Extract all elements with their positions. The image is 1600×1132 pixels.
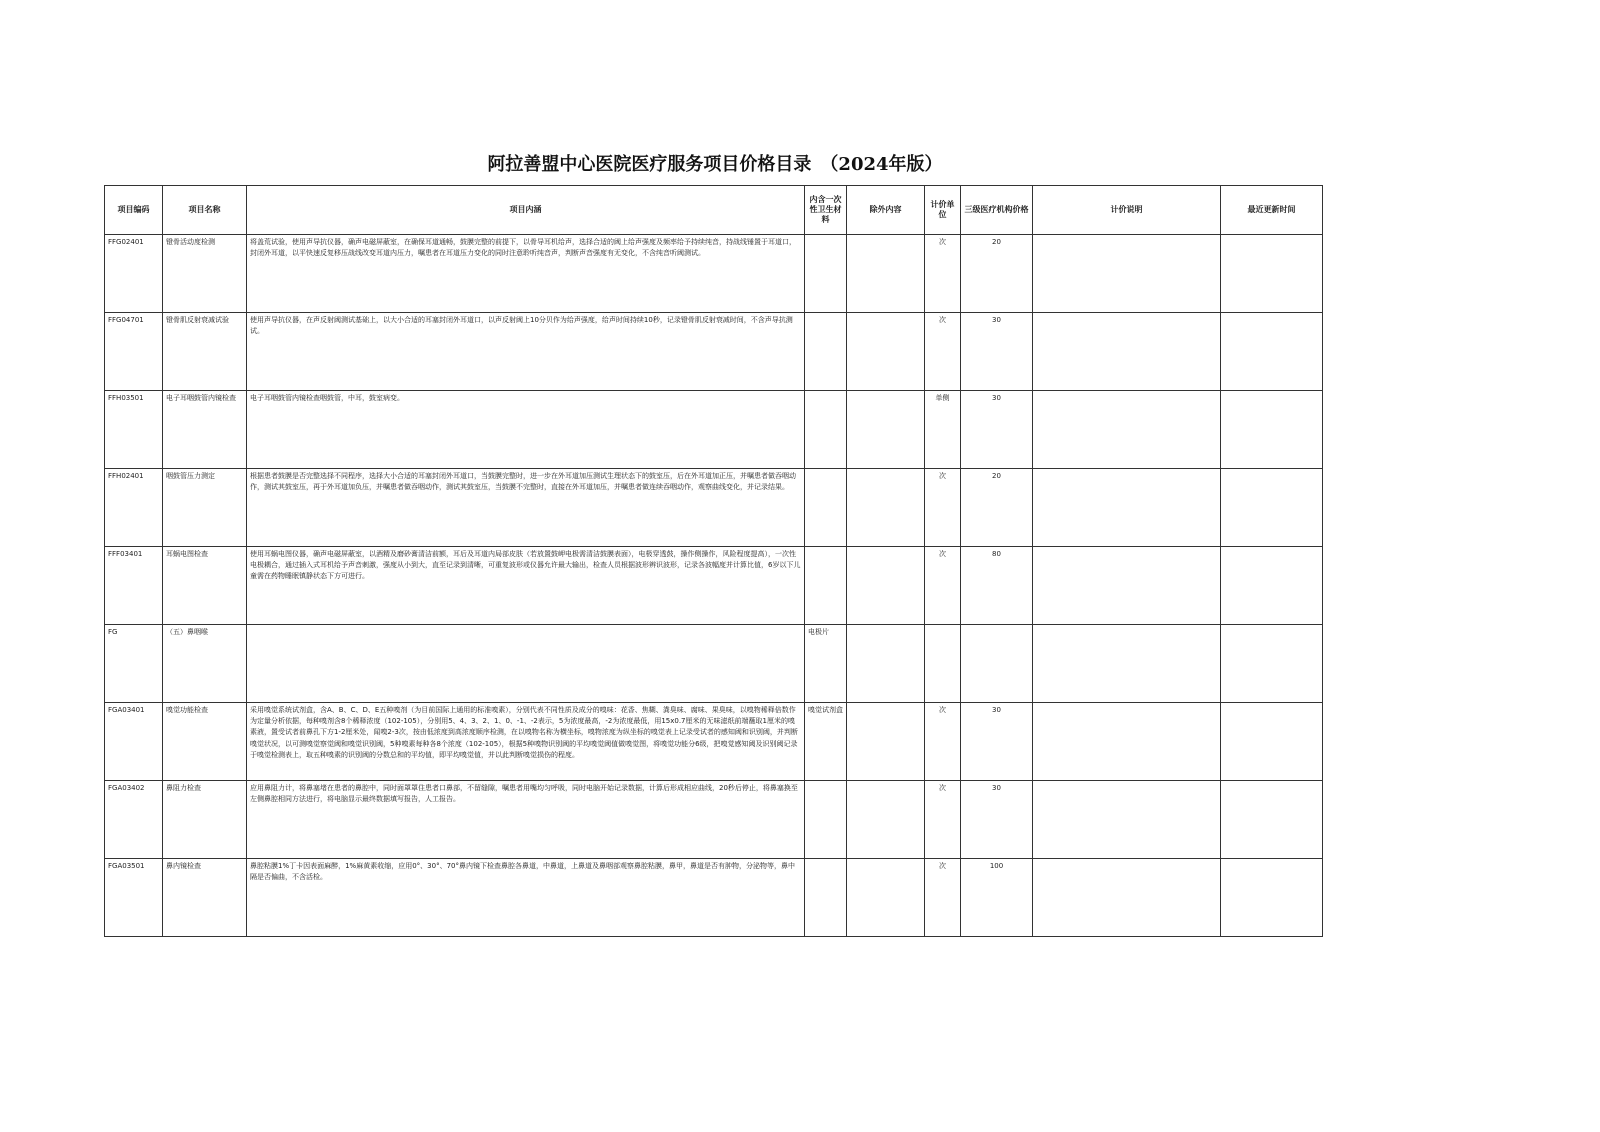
- item-notes: [1033, 859, 1221, 937]
- item-content: [247, 625, 805, 703]
- item-updated: [1221, 859, 1323, 937]
- item-content: 将盖荒试验，使用声导抗仪器，确声电磁屏蔽室，在确保耳道通畅，鼓膜完整的前提下，以骨导耳机给声，选择合适的阈上给声强度及频率给予持续纯音，持战线锤置于耳道口，封闭外耳道，以平快速反复移压战线改变耳道内压力，嘱患者在耳道压力变化的同时注意聆听纯音声，判断声音强度有无变化，不含纯音听阈测试。: [247, 235, 805, 313]
- item-name: 鼻阻力检查: [163, 781, 247, 859]
- item-unit: 次: [925, 313, 961, 391]
- item-code: FFH02401: [105, 469, 163, 547]
- item-name: 电子耳咽鼓管内镜检查: [163, 391, 247, 469]
- item-materials: [805, 469, 847, 547]
- item-notes: [1033, 313, 1221, 391]
- item-exclusions: [847, 469, 925, 547]
- item-price: 20: [961, 469, 1033, 547]
- table-row: [105, 469, 1323, 547]
- item-price: 20: [961, 235, 1033, 313]
- item-notes: [1033, 469, 1221, 547]
- item-code: FGA03401: [105, 703, 163, 781]
- item-content: 使用耳蜗电图仪器，确声电磁屏蔽室，以酒精及磨砂膏清洁前额，耳后及耳道内局部皮肤（若放置鼓岬电极需清洁鼓膜表面），电极穿透鼓，操作侧操作，风险程度提高），一次性电极耦合，通过插入式耳机给予声音刺激，强度从小到大，直至记录到清晰，可重复波形或仪器允许最大输出，检查人员根据波形辨识波形，记录各波幅度并计算比值，6岁以下儿童需在药物睡眠镇静状态下方可进行。: [247, 547, 805, 625]
- item-name: （五）鼻咽喉: [163, 625, 247, 703]
- col-header-unit: 计价单位: [925, 186, 961, 235]
- item-code: FFH03501: [105, 391, 163, 469]
- item-notes: [1033, 781, 1221, 859]
- item-content: 电子耳咽鼓管内镜检查咽鼓管，中耳，鼓室病变。: [247, 391, 805, 469]
- item-unit: 次: [925, 235, 961, 313]
- item-notes: [1033, 547, 1221, 625]
- item-price: [961, 625, 1033, 703]
- col-header-notes: 计价说明: [1033, 186, 1221, 235]
- item-code: FGA03501: [105, 859, 163, 937]
- item-unit: 次: [925, 781, 961, 859]
- item-unit: 次: [925, 469, 961, 547]
- table-body: [105, 235, 1323, 937]
- item-code: FFG04701: [105, 313, 163, 391]
- item-exclusions: [847, 235, 925, 313]
- item-materials: 嗅觉试剂盒: [805, 703, 847, 781]
- item-materials: [805, 781, 847, 859]
- item-notes: [1033, 703, 1221, 781]
- col-header-updated: 最近更新时间: [1221, 186, 1323, 235]
- item-materials: [805, 313, 847, 391]
- col-header-price: 三级医疗机构价格: [961, 186, 1033, 235]
- item-materials: [805, 547, 847, 625]
- item-name: 镫骨活动度检测: [163, 235, 247, 313]
- item-price: 30: [961, 313, 1033, 391]
- table-row: [105, 235, 1323, 313]
- table-row: [105, 703, 1323, 781]
- item-content: 使用声导抗仪器，在声反射阈测试基础上，以大小合适的耳塞封闭外耳道口，以声反射阈上10分贝作为给声强度，给声时间持续10秒，记录镫骨肌反射衰减时间，不含声导抗测试。: [247, 313, 805, 391]
- item-content: 应用鼻阻力计，将鼻塞堵在患者的鼻腔中，同时面罩罩住患者口鼻部，不留缝隙，嘱患者用嘴均匀呼吸，同时电脑开始记录数据，计算后形成相应曲线，20秒后停止，将鼻塞换至左侧鼻腔相同方法进行，将电脑显示最终数据填写报告，人工报告。: [247, 781, 805, 859]
- item-code: FG: [105, 625, 163, 703]
- item-price: 30: [961, 391, 1033, 469]
- item-materials: [805, 391, 847, 469]
- table-row: [105, 391, 1323, 469]
- item-code: FFF03401: [105, 547, 163, 625]
- item-code: FFG02401: [105, 235, 163, 313]
- item-unit: [925, 625, 961, 703]
- item-exclusions: [847, 859, 925, 937]
- item-notes: [1033, 235, 1221, 313]
- item-updated: [1221, 703, 1323, 781]
- table-row: [105, 625, 1323, 703]
- item-exclusions: [847, 781, 925, 859]
- table-row: [105, 313, 1323, 391]
- col-header-content: 项目内涵: [247, 186, 805, 235]
- col-header-materials: 内含一次性卫生材料: [805, 186, 847, 235]
- item-content: 鼻腔粘膜1%丁卡因表面麻醉，1%麻黄素收缩，应用0°、30°、70°鼻内镜下检查鼻腔各鼻道，中鼻道，上鼻道及鼻咽部观察鼻腔粘膜，鼻甲，鼻道是否有肿物，分泌物等，鼻中隔是否偏曲，不含活检。: [247, 859, 805, 937]
- item-unit: 次: [925, 859, 961, 937]
- item-exclusions: [847, 547, 925, 625]
- item-exclusions: [847, 703, 925, 781]
- item-materials: 电极片: [805, 625, 847, 703]
- item-unit: 次: [925, 547, 961, 625]
- item-updated: [1221, 781, 1323, 859]
- item-content: 采用嗅觉系统试剂盒，含A、B、C、D、E五种嗅剂（为目前国际上通用的标准嗅素），分别代表不同性质及成分的嗅味：花香、焦糊、粪臭味、腐味、果臭味，以嗅物稀释倍数作为定量分析依据，每种嗅剂含8个稀释浓度（102-105），分别用5、4、3、2、1、0、-1、-2表示，5为浓度最高，-2为浓度最低，用15x0.7厘米的无味滤纸前端蘸取1厘米的嗅素液，置受试者前鼻孔下方1-2厘米处，闻嗅2-3次，按由低浓度到高浓度顺序检测，在以嗅物名称为横坐标，嗅物浓度为纵坐标的嗅觉表上记录受试者的感知阈和识别阈，并判断嗅觉状况，以可测嗅觉察觉阈和嗅觉识别阈，5种嗅素每种各8个浓度（102-105），根据5种嗅物识别阈的平均嗅觉阈值做嗅觉图，将嗅觉功能分6级，把嗅觉感知阈及识别阈记录于嗅觉检测表上，取五种嗅素的识别阈的分数总和的平均值，即平均嗅觉值，并以此判断嗅觉损伤的程度。: [247, 703, 805, 781]
- item-updated: [1221, 547, 1323, 625]
- item-content: 根据患者鼓膜是否完整选择不同程序，选择大小合适的耳塞封闭外耳道口，当鼓膜完整时，进一步在外耳道加压测试生理状态下的鼓室压，后在外耳道加正压，并嘱患者做吞咽动作，测试其鼓室压，再于外耳道加负压，并嘱患者做吞咽动作，测试其鼓室压，当鼓膜不完整时，直接在外耳道加压，并嘱患者做连续吞咽动作，观察曲线变化，并记录结果。: [247, 469, 805, 547]
- item-name: 咽鼓管压力测定: [163, 469, 247, 547]
- item-notes: [1033, 625, 1221, 703]
- item-exclusions: [847, 391, 925, 469]
- item-name: 嗅觉功能检查: [163, 703, 247, 781]
- item-price: 100: [961, 859, 1033, 937]
- table-row: [105, 781, 1323, 859]
- item-unit: 单侧: [925, 391, 961, 469]
- item-updated: [1221, 625, 1323, 703]
- item-exclusions: [847, 625, 925, 703]
- item-name: 鼻内镜检查: [163, 859, 247, 937]
- item-notes: [1033, 391, 1221, 469]
- col-header-code: 项目编码: [105, 186, 163, 235]
- item-price: 30: [961, 703, 1033, 781]
- header-row: [105, 186, 1323, 235]
- item-materials: [805, 859, 847, 937]
- item-materials: [805, 235, 847, 313]
- col-header-exclusions: 除外内容: [847, 186, 925, 235]
- table-row: [105, 547, 1323, 625]
- page-title: 阿拉善盟中心医院医疗服务项目价格目录 （2024年版）: [487, 154, 943, 175]
- col-header-name: 项目名称: [163, 186, 247, 235]
- item-code: FGA03402: [105, 781, 163, 859]
- item-updated: [1221, 391, 1323, 469]
- item-price: 80: [961, 547, 1033, 625]
- item-updated: [1221, 469, 1323, 547]
- item-updated: [1221, 313, 1323, 391]
- item-unit: 次: [925, 703, 961, 781]
- item-name: 镫骨肌反射衰减试验: [163, 313, 247, 391]
- item-exclusions: [847, 313, 925, 391]
- item-updated: [1221, 235, 1323, 313]
- table-row: [105, 859, 1323, 937]
- price-table: [104, 185, 1323, 937]
- item-price: 30: [961, 781, 1033, 859]
- item-name: 耳蜗电图检查: [163, 547, 247, 625]
